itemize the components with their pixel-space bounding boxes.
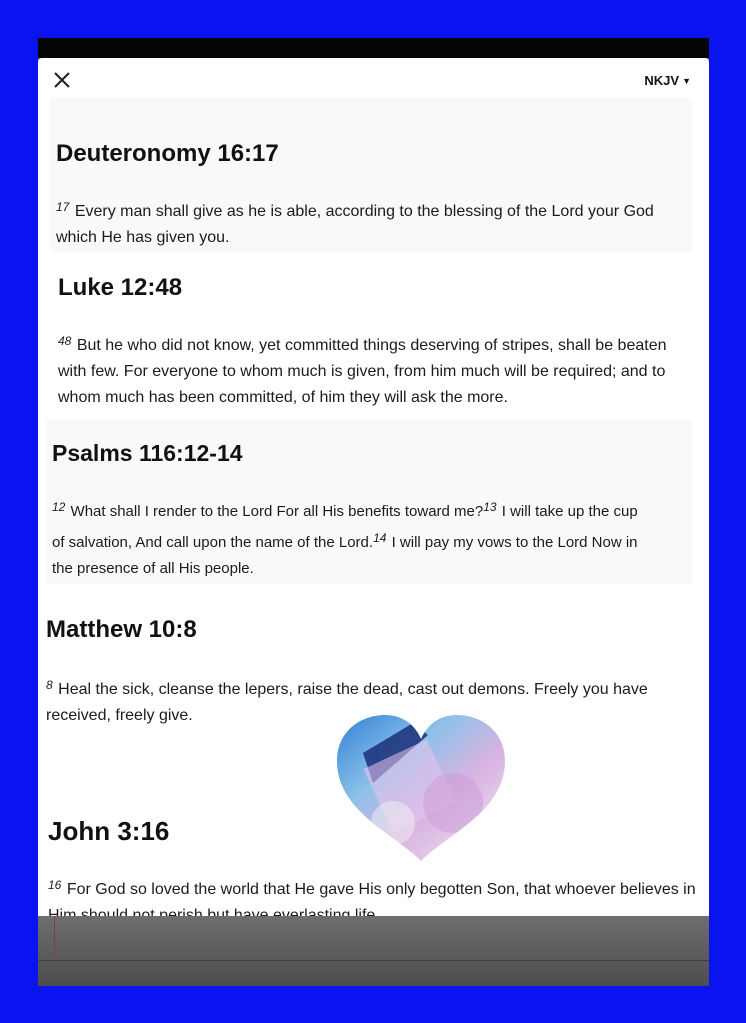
- verse-number: 48: [58, 334, 72, 348]
- passage-matthew: [40, 598, 705, 728]
- passage-text: [52, 494, 652, 582]
- heart-sticker-icon: [333, 713, 509, 863]
- verse-number: 16: [48, 878, 62, 892]
- passage-text: [56, 194, 690, 251]
- verse-number: 8: [46, 678, 53, 692]
- verse-number: 17: [56, 200, 70, 214]
- passage-reference: Matthew 10:8: [46, 616, 197, 643]
- passage-text: [58, 328, 698, 411]
- verse-text: Every man shall give as he is able, according to the blessing of the Lord your God which He has given you.: [56, 203, 654, 246]
- passage-reference: John 3:16: [48, 816, 170, 846]
- version-selector[interactable]: [644, 73, 691, 88]
- verse-card: [38, 58, 709, 916]
- divider: [38, 960, 709, 961]
- background-page: [38, 916, 709, 986]
- divider: [54, 916, 55, 956]
- caret-down-icon: ▼: [682, 76, 691, 86]
- verse-text: But he who did not know, yet committed things deserving of stripes, shall be beaten with few. For everyone to whom much is given, from him much will be required; and to whom much has been committed, of him they will ask the more.: [58, 337, 667, 406]
- verse-text: I will pay my vows to the Lord Now in the presence of all His people.: [52, 534, 638, 577]
- verse-number: 13: [483, 500, 497, 514]
- screenshot-frame: [38, 38, 709, 986]
- verse-text: Heal the sick, cleanse the lepers, raise the dead, cast out demons. Freely you have received, freely give.: [46, 681, 648, 724]
- verse-text: I will take up the cup of salvation, And call upon the name of the Lord.: [52, 503, 638, 551]
- status-bar: [38, 38, 709, 58]
- close-icon: [52, 70, 72, 90]
- passage-psalms: [46, 420, 692, 584]
- passage-reference: Deuteronomy 16:17: [56, 140, 279, 167]
- passage-reference: Psalms 116:12-14: [52, 440, 243, 466]
- passage-luke: [50, 258, 700, 408]
- version-label: NKJV: [644, 73, 680, 88]
- verse-text: What shall I render to the Lord For all His benefits toward me?: [70, 503, 484, 520]
- verse-text: For God so loved the world that He gave His only begotten Son, that whoever believes in: [66, 881, 696, 898]
- verse-number: 12: [52, 500, 66, 514]
- close-button[interactable]: [52, 70, 72, 90]
- verse-number: 14: [373, 531, 387, 545]
- passage-reference: Luke 12:48: [58, 274, 183, 301]
- passage-deuteronomy: [50, 98, 692, 252]
